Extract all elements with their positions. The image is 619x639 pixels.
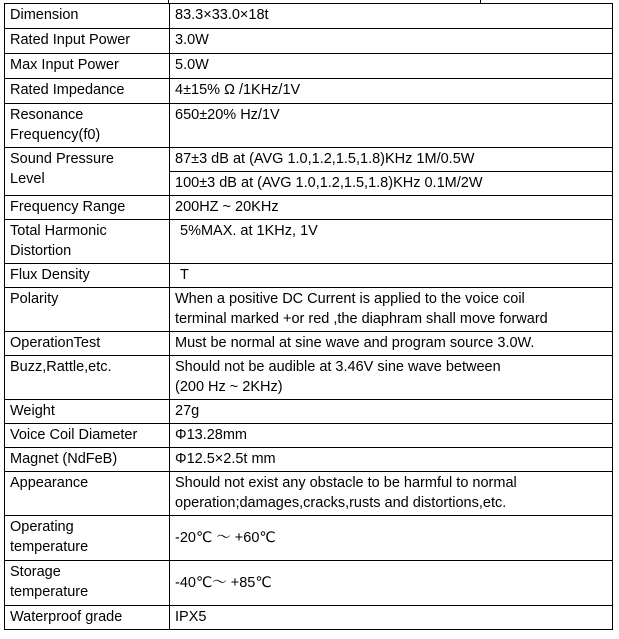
row-label: Buzz,Rattle,etc. [5, 356, 170, 400]
table-row [5, 332, 613, 356]
row-label: Appearance [5, 472, 170, 516]
row-value: -40℃～ +85℃ [170, 561, 613, 606]
table-row [5, 29, 613, 54]
row-value: 87±3 dB at (AVG 1.0,1.2,1.5,1.8)KHz 1M/0.5W [170, 148, 613, 172]
row-label: Waterproof grade [5, 606, 170, 630]
row-label [5, 104, 170, 148]
row-value [170, 356, 613, 400]
table-row [5, 448, 613, 472]
row-label: Frequency Range [5, 196, 170, 220]
row-label [5, 220, 170, 264]
row-value: Φ12.5×2.5t mm [170, 448, 613, 472]
row-label: Polarity [5, 288, 170, 332]
row-label: Rated Impedance [5, 79, 170, 104]
row-label: Weight [5, 400, 170, 424]
row-label: Max Input Power [5, 54, 170, 79]
table-row [5, 264, 613, 288]
row-value: -20℃ ～ +60℃ [170, 516, 613, 561]
table-row [5, 54, 613, 79]
row-value: Φ13.28mm [170, 424, 613, 448]
row-value: Must be normal at sine wave and program source 3.0W. [170, 332, 613, 356]
row-label: Voice Coil Diameter [5, 424, 170, 448]
table-row [5, 561, 613, 606]
row-value: 200HZ ~ 20KHz [170, 196, 613, 220]
row-value [170, 472, 613, 516]
spec-table [4, 3, 613, 630]
label-line: temperature [10, 584, 89, 600]
row-value: 5%MAX. at 1KHz, 1V [170, 220, 613, 264]
table-row [5, 400, 613, 424]
row-value: 3.0W [170, 29, 613, 54]
value-line: terminal marked +or red ,the diaphram shall move forward [175, 311, 548, 327]
row-value: 83.3×33.0×18t [170, 4, 613, 29]
row-label: Magnet (NdFeB) [5, 448, 170, 472]
row-label [5, 561, 170, 606]
label-line: Level [10, 171, 45, 187]
table-row [5, 288, 613, 332]
table-row [5, 606, 613, 630]
label-line: Operating [10, 519, 74, 535]
row-value: 650±20% Hz/1V [170, 104, 613, 148]
value-line: Should not exist any obstacle to be harmful to normal [175, 475, 517, 491]
table-row [5, 424, 613, 448]
row-label: Flux Density [5, 264, 170, 288]
row-label: Dimension [5, 4, 170, 29]
value-line: (200 Hz ~ 2KHz) [175, 379, 283, 395]
row-value: 100±3 dB at (AVG 1.0,1.2,1.5,1.8)KHz 0.1M/2W [170, 172, 613, 196]
table-row [5, 220, 613, 264]
value-line: operation;damages,cracks,rusts and distortions,etc. [175, 495, 507, 511]
table-row [5, 472, 613, 516]
row-value: 4±15% Ω /1KHz/1V [170, 79, 613, 104]
label-line: Sound Pressure [10, 151, 114, 167]
label-line: Resonance [10, 107, 84, 123]
label-line: Total Harmonic [10, 223, 107, 239]
label-line: Frequency(f0) [10, 127, 101, 143]
table-row [5, 4, 613, 29]
row-value [170, 288, 613, 332]
value-line: When a positive DC Current is applied to the voice coil [175, 291, 525, 307]
row-label [5, 148, 170, 196]
row-value: 27g [170, 400, 613, 424]
row-value: T [170, 264, 613, 288]
row-label [5, 516, 170, 561]
table-row [5, 104, 613, 148]
row-value: IPX5 [170, 606, 613, 630]
label-line: Storage [10, 564, 61, 580]
value-line: Should not be audible at 3.46V sine wave between [175, 359, 501, 375]
row-value: 5.0W [170, 54, 613, 79]
table-row [5, 356, 613, 400]
table-row [5, 148, 613, 172]
label-line: temperature [10, 539, 89, 555]
table-row [5, 196, 613, 220]
row-label: Rated Input Power [5, 29, 170, 54]
table-row [5, 516, 613, 561]
label-line: Distortion [10, 243, 72, 259]
table-row [5, 79, 613, 104]
row-label: OperationTest [5, 332, 170, 356]
